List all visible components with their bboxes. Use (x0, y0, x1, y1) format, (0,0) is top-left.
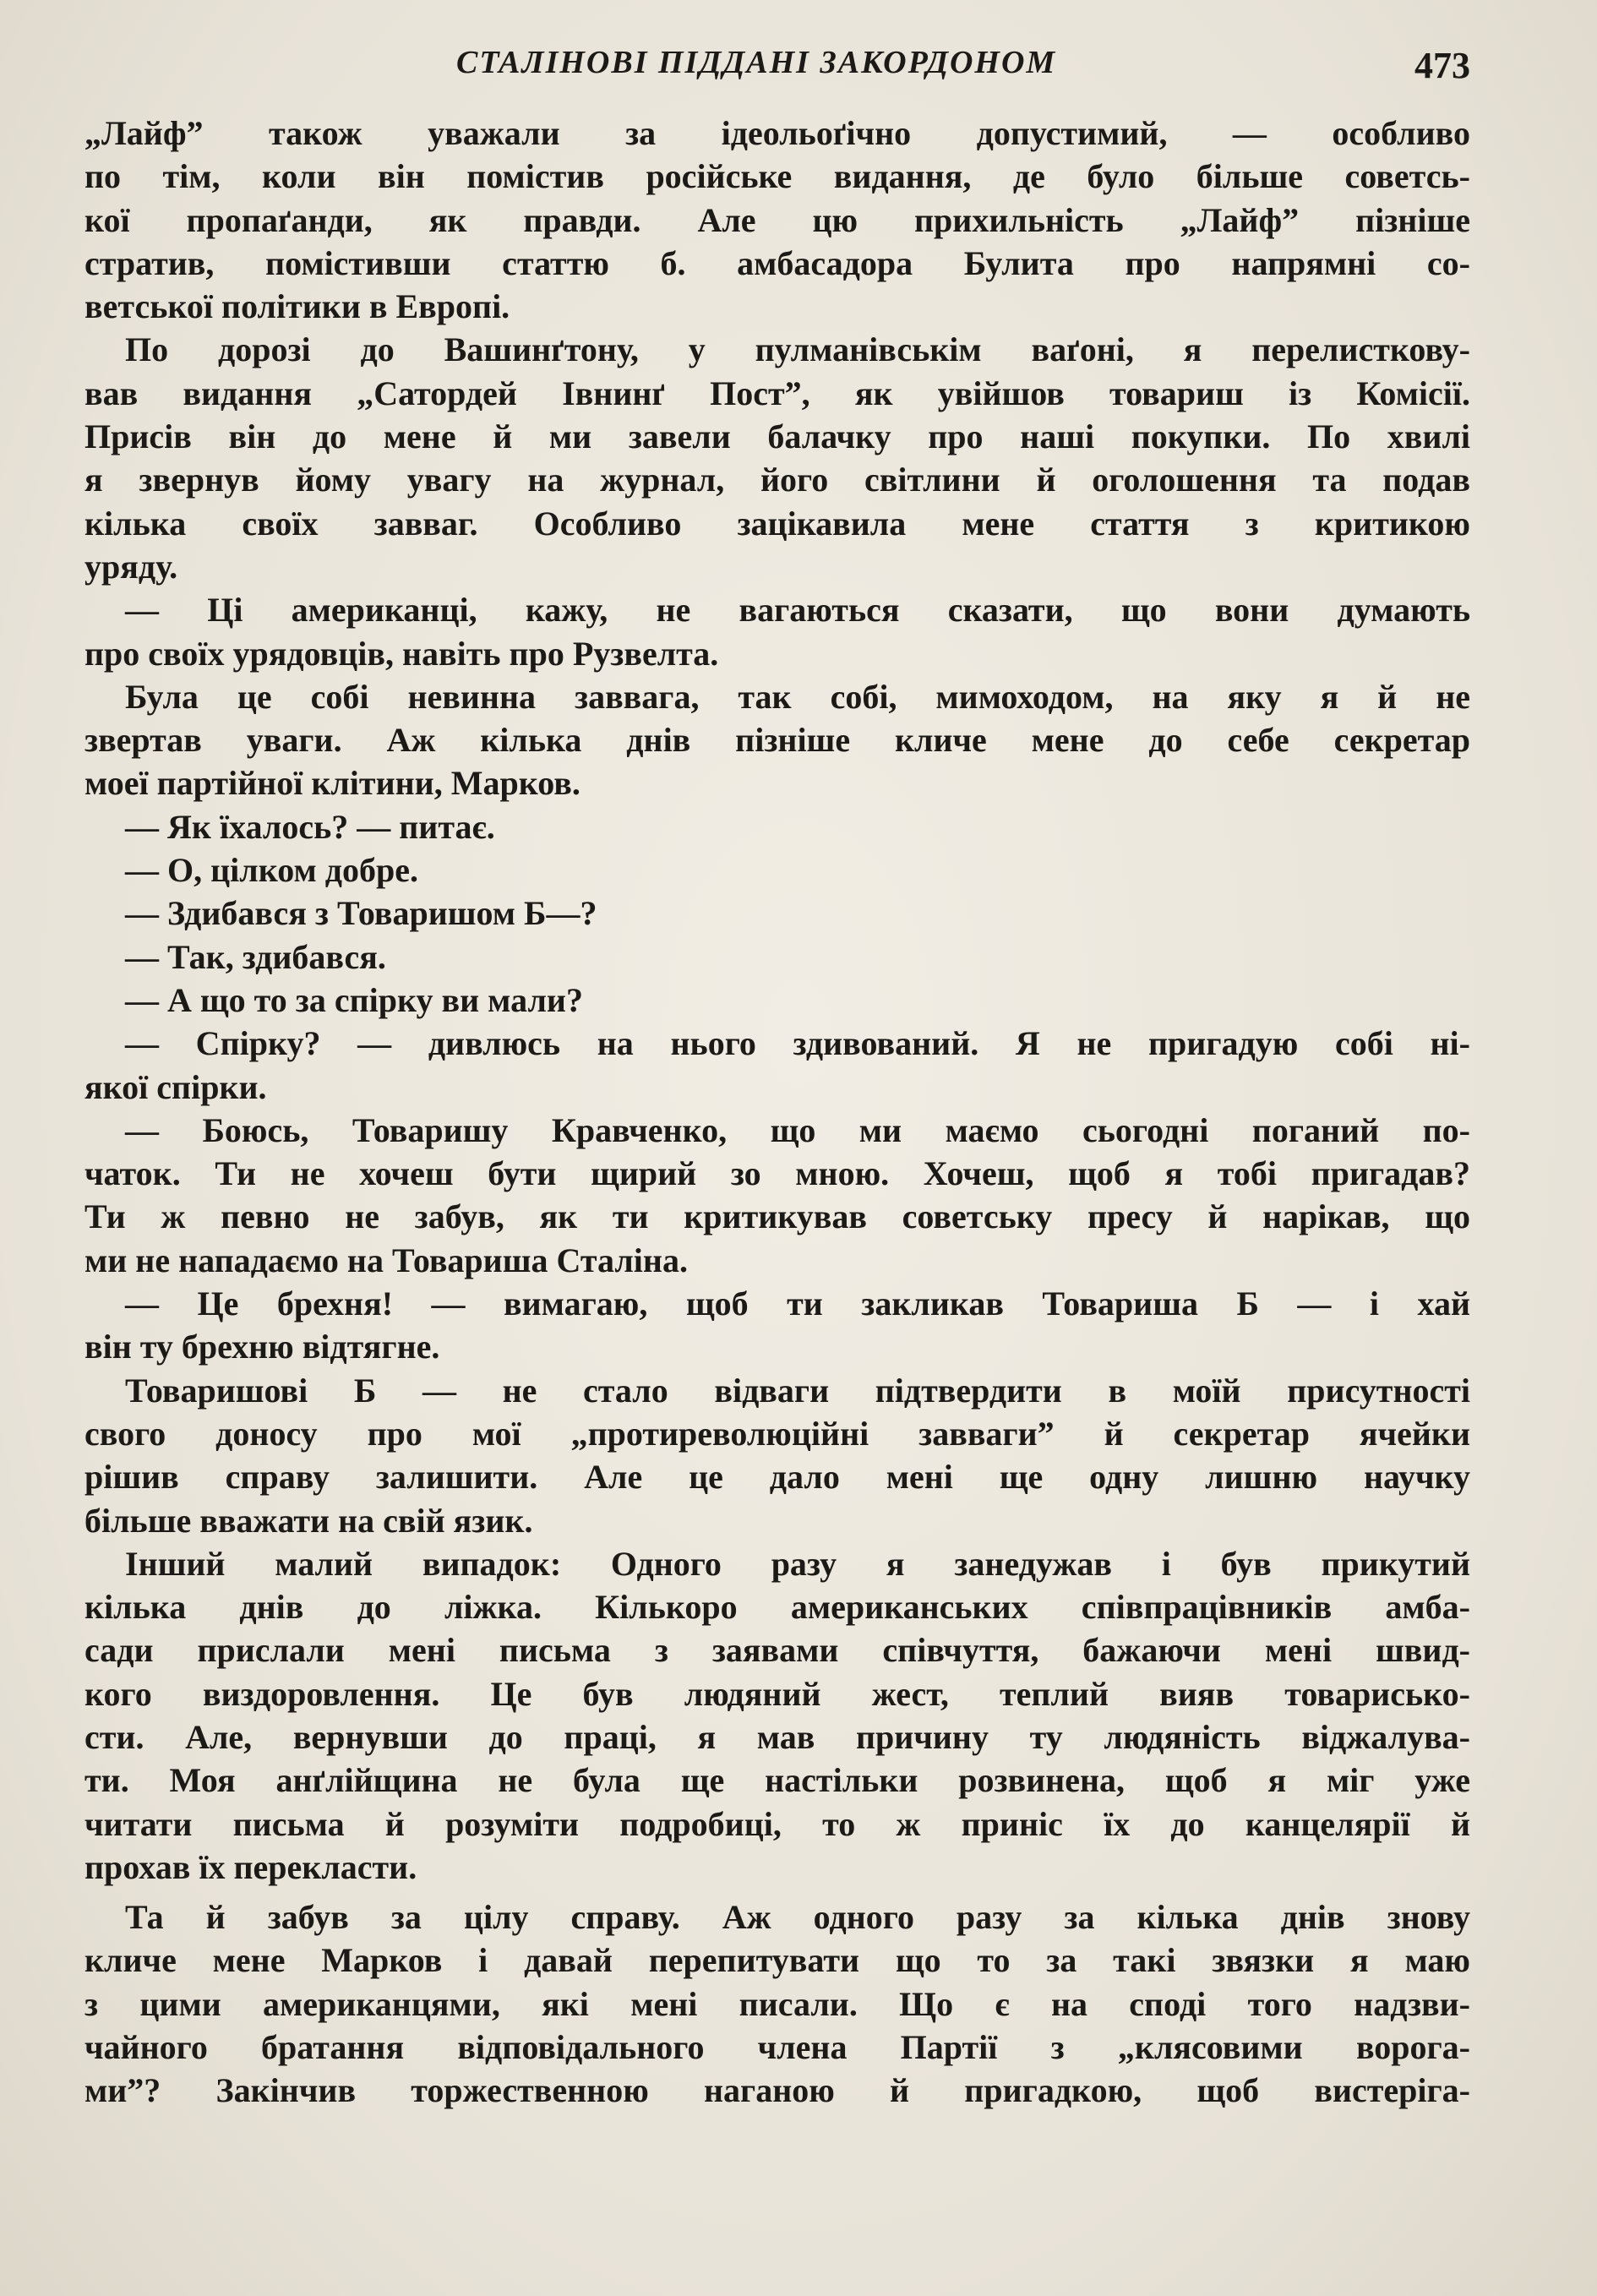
text-line: Інший малий випадок: Одного разу я занедужав і був прикутий (125, 1544, 1470, 1583)
text-line: „Лайф” також уважали за ідеольоґічно допустимий, — особливо (84, 114, 1470, 152)
text-line: — А що то за спірку ви мали? (125, 980, 583, 1019)
text-line: моеї партійної клітини, Марков. (84, 764, 580, 803)
text-line: Ти ж певно не забув, як ти критикував советську пресу й нарікав, що (84, 1197, 1470, 1236)
text-line: кого виздоровлення. Це був людяний жест, теплий вияв товарисько- (84, 1674, 1470, 1713)
text-line: кілька днів до ліжка. Кількоро американських співпрацівників амба- (84, 1588, 1470, 1627)
text-line: з цими американцями, які мені писали. Що є на споді того надзви- (84, 1984, 1470, 2023)
text-line: уряду. (84, 547, 178, 586)
text-line: Та й забув за цілу справу. Аж одного разу за кілька днів знову (125, 1898, 1470, 1937)
text-line: Товаришові Б — не стало відваги підтвердити в моїй присутності (125, 1371, 1470, 1410)
text-line: — О, цілком добре. (125, 851, 418, 890)
text-line: чайного братання відповідального члена Партії з „клясовими ворога- (84, 2028, 1470, 2067)
text-line: рішив справу залишити. Але це дало мені ще одну лишню научку (84, 1458, 1470, 1497)
text-line: я звернув йому увагу на журнал, його світлини й оголошення та подав (84, 461, 1470, 499)
text-line: стратив, помістивши статтю б. амбасадора Булита про напрямні со- (84, 243, 1470, 282)
text-line: кої пропаґанди, як правди. Але цю прихильність „Лайф” пізніше (84, 200, 1470, 239)
text-line: — Це брехня! — вимагаю, щоб ти закликав Товариша Б — і хай (125, 1284, 1470, 1323)
text-line: звертав уваги. Аж кілька днів пізніше кличе мене до себе секретар (84, 721, 1470, 760)
text-line: — Здибався з Товаришом Б—? (125, 894, 597, 933)
text-line: свого доносу про мої „протиреволюційні завваги” й секретар ячейки (84, 1414, 1470, 1453)
text-line: — Боюсь, Товаришу Кравченко, що ми маємо сьогодні поганий по- (125, 1110, 1470, 1149)
running-head: СТАЛІНОВІ ПІДДАНІ ЗАКОРДОНОМ (456, 45, 1057, 80)
body-text (84, 112, 1470, 2113)
text-line: Була це собі невинна заввага, так собі, мимоходом, на яку я й не (125, 677, 1470, 716)
text-line: по тім, коли він помістив російське видання, де було більше советсь- (84, 157, 1470, 196)
text-line: Присів він до мене й ми завели балачку про наші покупки. По хвилі (84, 417, 1470, 456)
text-line: — Так, здибався. (125, 937, 386, 976)
text-line: він ту брехню відтягне. (84, 1328, 440, 1366)
text-line: кличе мене Марков і давай перепитувати що то за такі звязки я маю (84, 1941, 1470, 1980)
page-number: 473 (1414, 45, 1470, 86)
text-line: — Ці американці, кажу, не вагаються сказати, що вони думають (125, 591, 1470, 630)
text-line: сти. Але, вернувши до праці, я мав причину ту людяність віджалува- (84, 1717, 1470, 1756)
page-header (84, 44, 1470, 95)
text-line: більше вважати на свій язик. (84, 1501, 533, 1540)
text-line: ветської політики в Европі. (84, 287, 510, 326)
text-line: — Спірку? — дивлюсь на нього здивований. Я не пригадую собі ні- (125, 1024, 1470, 1063)
text-line: вав видання „Сатордей Івнинґ Пост”, як увійшов товариш із Комісії. (84, 374, 1470, 412)
text-line: прохав їх перекласти. (84, 1847, 417, 1886)
text-line: — Як їхалось? — питає. (125, 807, 495, 846)
text-line: про своїх урядовців, навіть про Рузвелта. (84, 634, 719, 673)
text-line: По дорозі до Вашинґтону, у пулманівськім ваґоні, я перелисткову- (125, 330, 1470, 369)
text-line: ми не нападаємо на Товариша Сталіна. (84, 1241, 688, 1279)
text-line: ми”? Закінчив торжественною наганою й пригадкою, щоб вистеріга- (84, 2071, 1470, 2110)
text-line: сади прислали мені письма з заявами співчуття, бажаючи мені швид- (84, 1631, 1470, 1670)
text-line: читати письма й розуміти подробиці, то ж приніс їх до канцелярії й (84, 1804, 1470, 1843)
text-line: якої спірки. (84, 1067, 267, 1106)
text-line: ти. Моя анґлійщина не була ще настільки розвинена, щоб я міг уже (84, 1761, 1470, 1800)
text-line: кілька своїх завваг. Особливо зацікавила мене стаття з критикою (84, 504, 1470, 543)
text-line: чаток. Ти не хочеш бути щирий зо мною. Хочеш, щоб я тобі пригадав? (84, 1154, 1470, 1193)
